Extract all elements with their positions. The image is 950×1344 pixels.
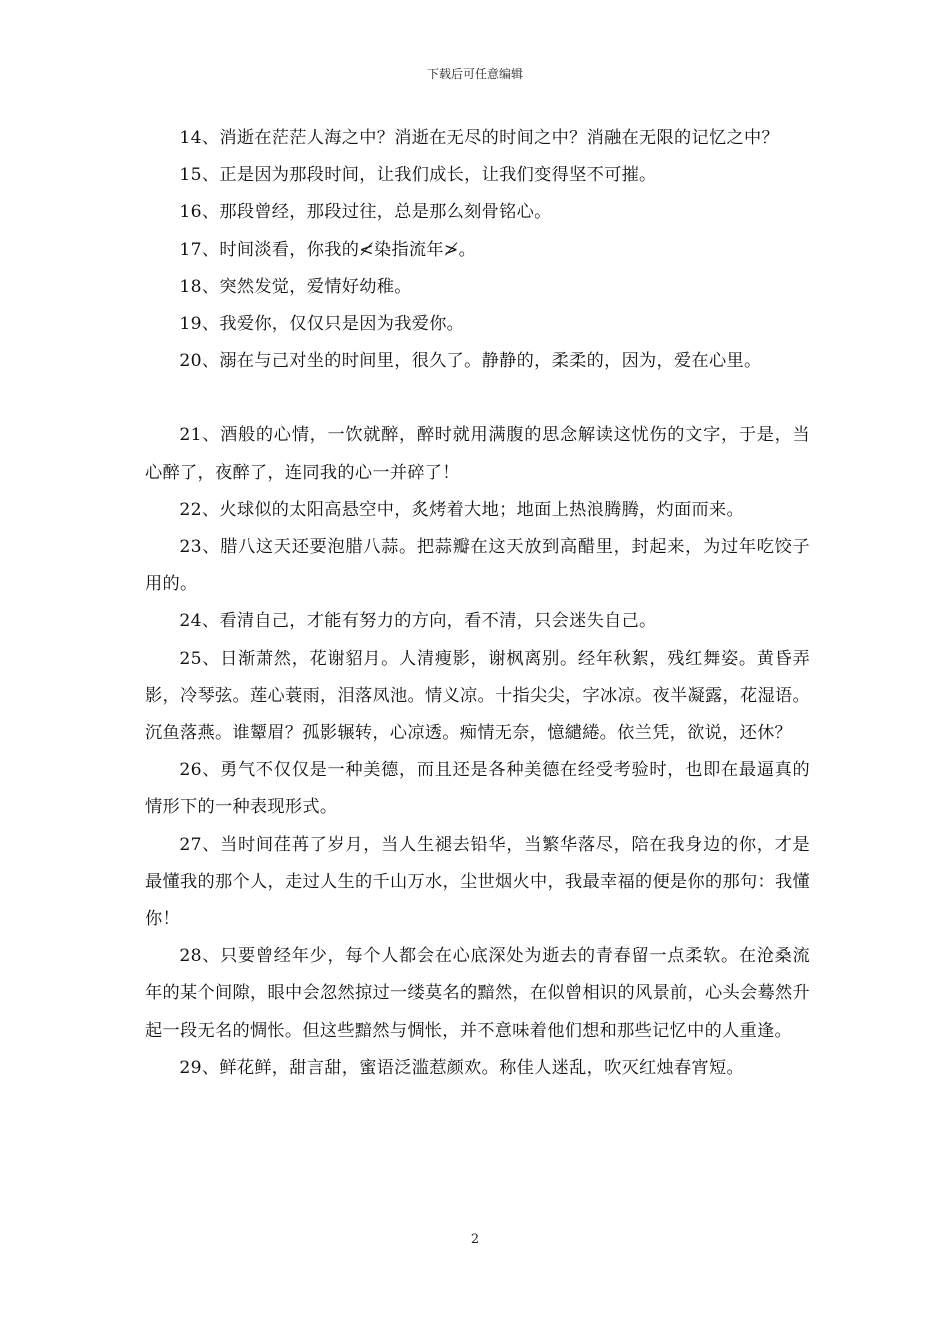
paragraph-14: 14、消逝在茫茫人海之中？消逝在无尽的时间之中？消融在无限的记忆之中？: [179, 128, 779, 148]
paragraph-20: 20、溺在与己对坐的时间里，很久了。静静的，柔柔的，因为，爱在心里。: [179, 351, 762, 372]
paragraph-19: 19、我爱你，仅仅只是因为我爱你。: [179, 314, 465, 335]
paragraph-25: 25、日渐萧然，花谢貂月。人清瘦影，谢枫离别。经年秋絮，残红舞姿。黄昏弄影，冷琴弦。莲心蓑雨，泪落凤池。情义凉。十指尖尖，字冰凉。夜半凝露，花湿语。沉鱼落燕。谁颦眉？孤影辗转，心凉透。痴情无奈，憶繾綣。依兰凭，欲说，还休？: [145, 648, 810, 744]
paragraph-29: 29、鲜花鲜，甜言甜，蜜语泛滥惹颜欢。称佳人迷乱，吹灭红烛春宵短。: [179, 1057, 744, 1078]
paragraph-15: 15、正是因为那段时间，让我们成长，让我们变得坚不可摧。: [179, 165, 657, 186]
paragraph-17: 17、时间淡看，你我的≮染指流年≯。: [179, 239, 477, 260]
paragraph-21: 21、酒般的心情，一饮就醉，醉时就用满腹的思念解读这忧伤的文字，于是，当心醉了，夜醉了，连同我的心一并碎了！: [145, 425, 810, 483]
paragraph-28: 28、只要曾经年少，每个人都会在心底深处为逝去的青春留一点柔软。在沧桑流年的某个间隙，眼中会忽然掠过一缕莫名的黯然，在似曾相识的风景前，心头会蓦然升起一段无名的惆怅。但这些黯然与惆怅，并不意味着他们想和那些记忆中的人重逢。: [145, 946, 810, 1041]
paragraph-24: 24、看清自己，才能有努力的方向，看不清，只会迷失自己。: [179, 611, 657, 632]
paragraph-23: 23、腊八这天还要泡腊八蒜。把蒜瓣在这天放到高醋里，封起来，为过年吃饺子用的。: [145, 537, 810, 595]
paragraph-27: 27、当时间荏苒了岁月，当人生褪去铅华，当繁华落尽，陪在我身边的你，才是最懂我的那个人，走过人生的千山万水，尘世烟火中，我最幸福的便是你的那句：我懂你！: [145, 834, 810, 930]
paragraph-18: 18、突然发觉，爱情好幼稚。: [179, 276, 412, 297]
page-header-note: 下载后可任意编辑: [426, 67, 523, 81]
paragraph-16: 16、那段曾经，那段过往，总是那么刻骨铭心。: [179, 202, 552, 223]
document-body: [145, 120, 810, 1087]
page-number: 2: [470, 1232, 480, 1247]
paragraph-26: 26、勇气不仅仅是一种美德，而且还是各种美德在经受考验时，也即在最逼真的情形下的一种表现形式。: [145, 760, 810, 818]
paragraph-22: 22、火球似的太阳高悬空中，炙烤着大地；地面上热浪腾腾，灼面而来。: [179, 499, 744, 520]
